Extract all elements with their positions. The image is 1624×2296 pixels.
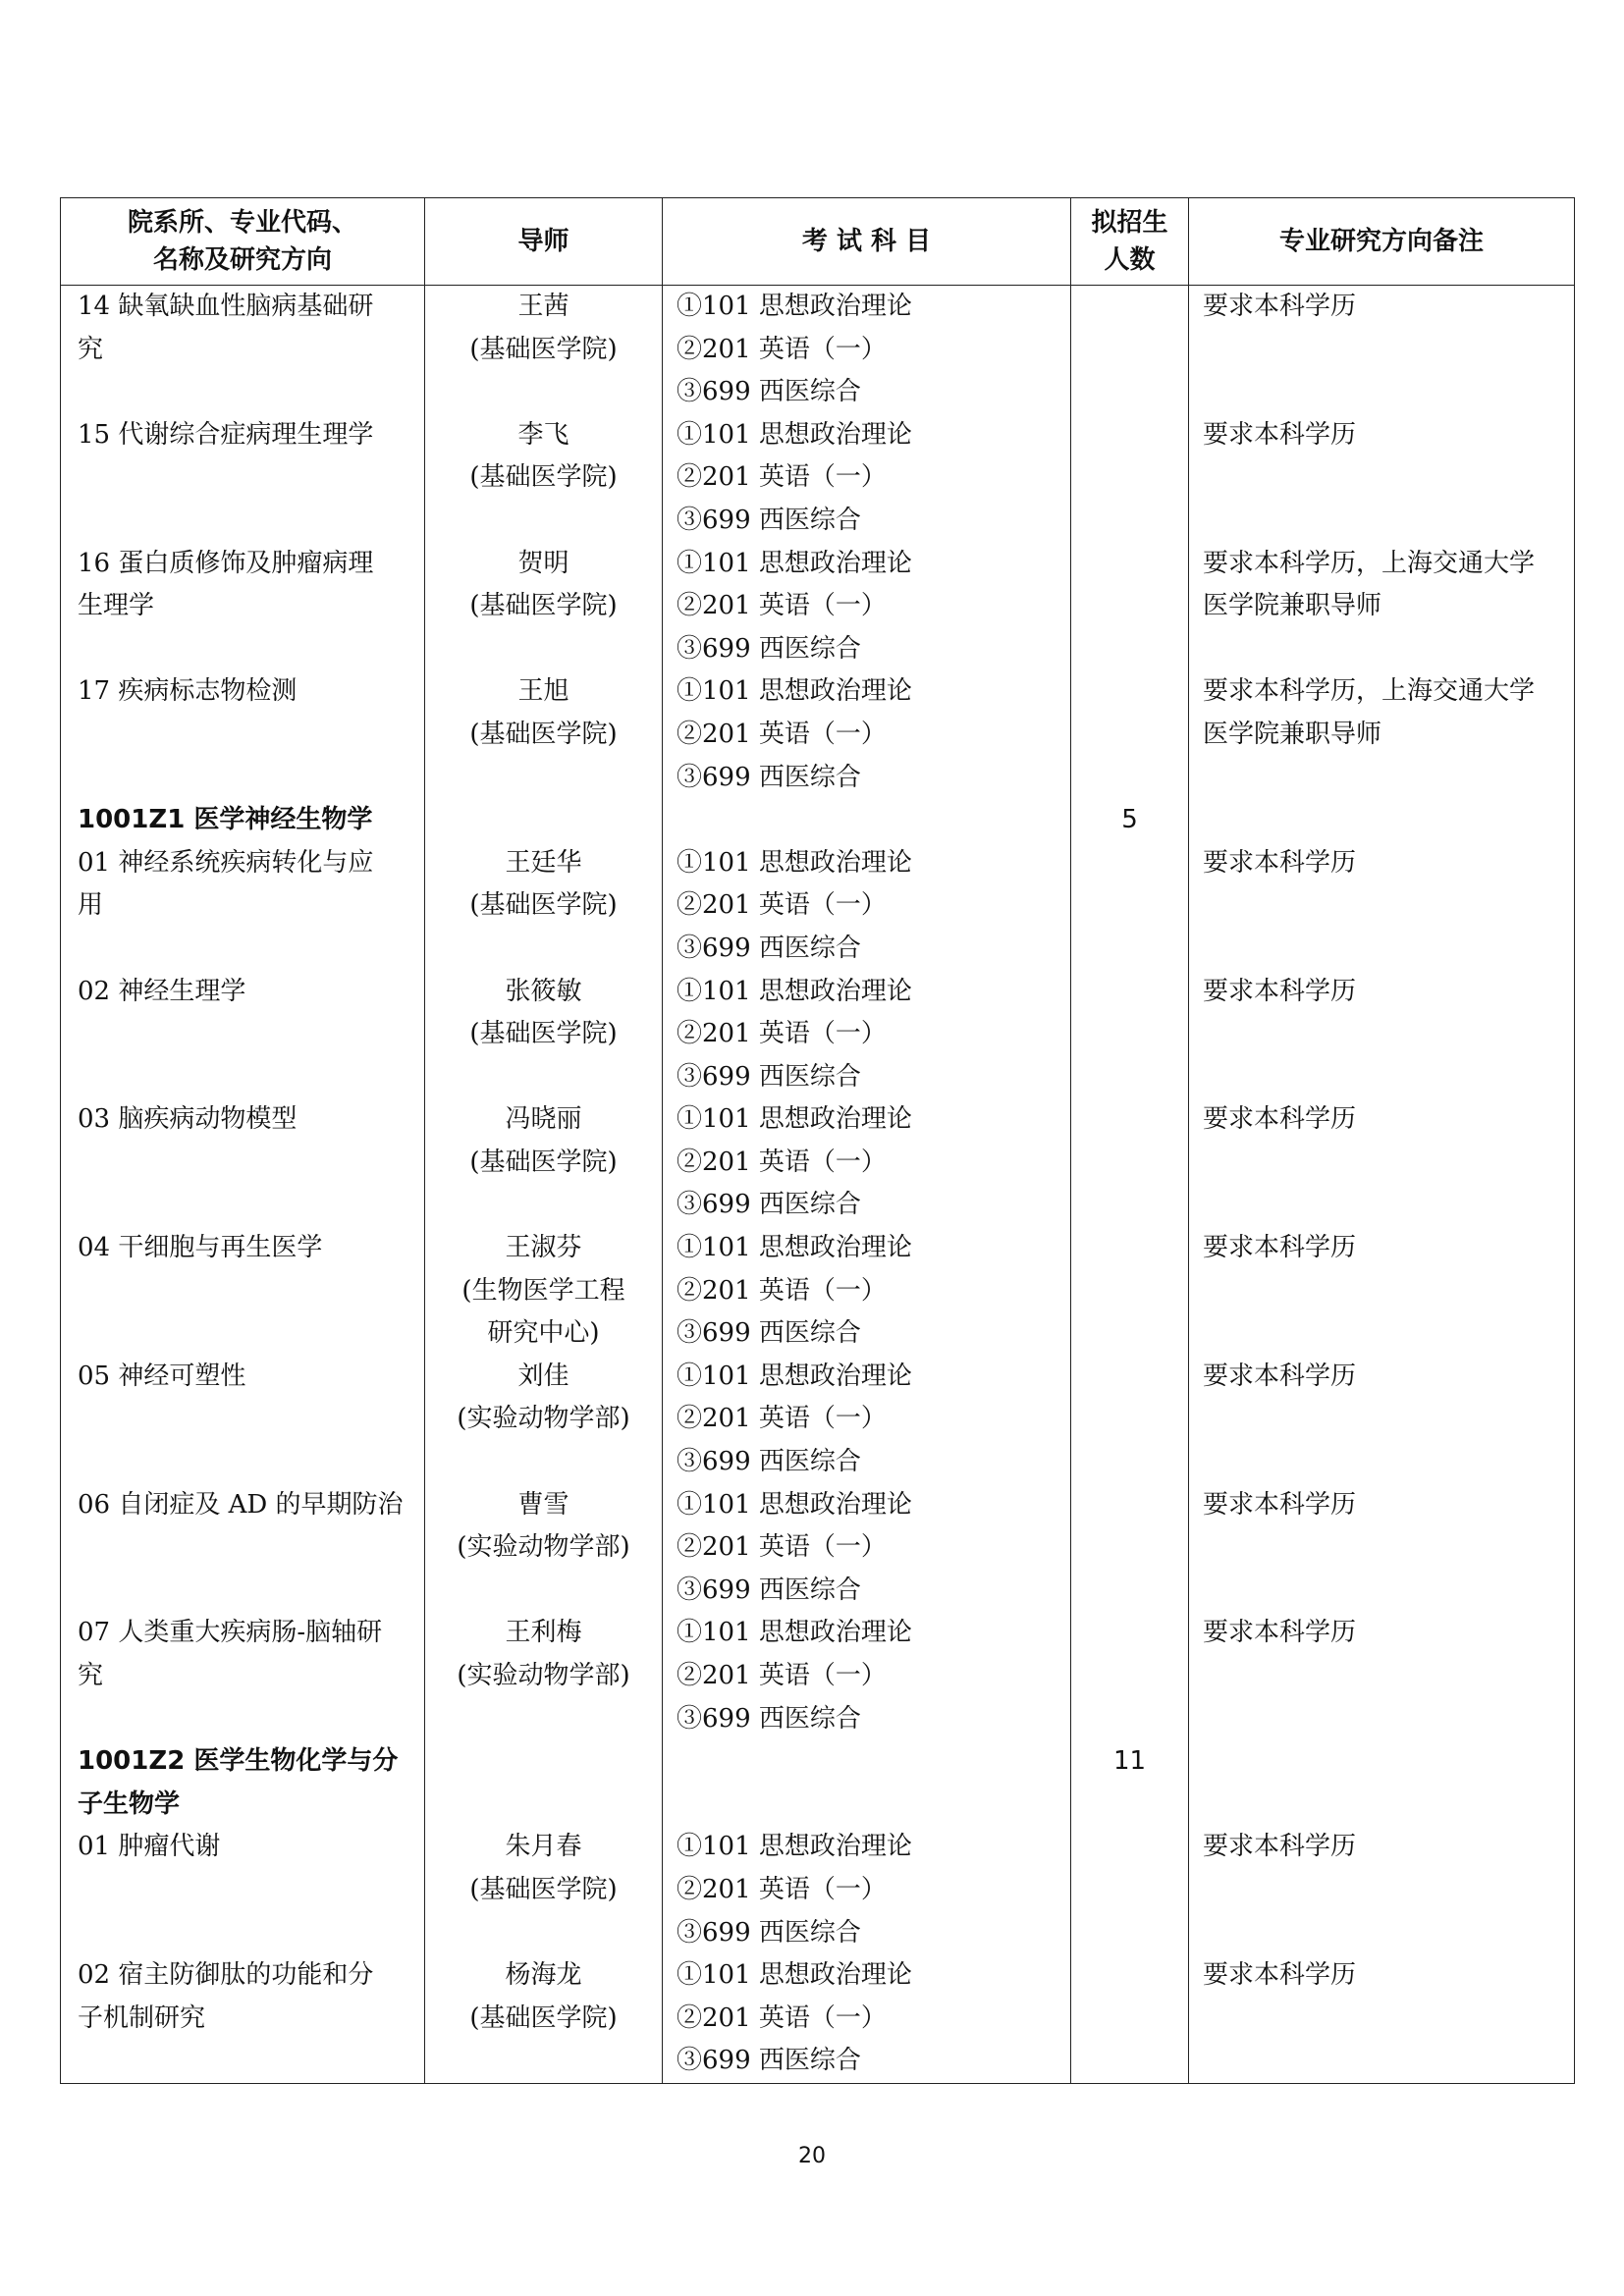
- exam-subject: ①101 思想政治理论: [677, 1960, 912, 1991]
- table-row: 07 人类重大疾病肠-脑轴研 究 王利梅 (实验动物学部) ①101 思想政治理论 ②201 英语（一） ③699 西医综合 要求本科学历: [61, 1612, 1575, 1740]
- direction-name: 03 脑疾病动物模型: [78, 1104, 298, 1135]
- exam-subject: ①101 思想政治理论: [677, 1361, 912, 1391]
- exam-subject: ③699 西医综合: [677, 377, 861, 407]
- direction-name: 14 缺氧缺血性脑病基础研: [78, 292, 374, 321]
- table-header: [61, 198, 1575, 286]
- advisor-name: 王淑芬: [505, 1233, 582, 1263]
- direction-name: 15 代谢综合症病理生理学: [78, 419, 374, 450]
- direction-note: 要求本科学历: [1203, 976, 1357, 1006]
- advisor-unit: (基础医学院): [469, 1147, 618, 1177]
- section-row: 1001Z2 医学生物化学与分 子生物学 11: [61, 1740, 1575, 1826]
- advisor-unit: (实验动物学部): [457, 1404, 630, 1434]
- exam-subject: ①101 思想政治理论: [677, 1832, 912, 1862]
- direction-name: 01 神经系统疾病转化与应: [78, 847, 374, 878]
- advisor-unit: (实验动物学部): [457, 1532, 630, 1563]
- direction-note: 要求本科学历: [1203, 1832, 1357, 1862]
- section-title: 1001Z1 医学神经生物学: [78, 805, 373, 835]
- table-row: [61, 1227, 1575, 1356]
- exam-subject: ②201 英语（一）: [677, 591, 887, 621]
- exam-subject: ①101 思想政治理论: [677, 419, 912, 450]
- exam-subject: ①101 思想政治理论: [677, 1104, 912, 1135]
- exam-subject: ②201 英语（一）: [677, 1532, 887, 1563]
- exam-subject: ③699 西医综合: [677, 1917, 861, 1948]
- header-exam-subjects: 考 试 科 目: [663, 198, 1071, 286]
- exam-subject: ②201 英语（一）: [677, 2002, 887, 2033]
- exam-subject: ②201 英语（一）: [677, 719, 887, 749]
- section-row: [61, 799, 1575, 842]
- direction-note: 要求本科学历: [1203, 419, 1357, 450]
- exam-subject: ②201 英语（一）: [677, 1275, 887, 1306]
- direction-name: 16 蛋白质修饰及肿瘤病理: [78, 548, 374, 578]
- exam-subject: ①101 思想政治理论: [677, 676, 912, 707]
- section-enrollment-count: 5: [1121, 805, 1138, 835]
- advisor-name: 王旭: [517, 676, 569, 707]
- advisor-unit: (基础医学院): [469, 334, 618, 364]
- advisor-unit: (基础医学院): [469, 462, 618, 493]
- exam-subject: ②201 英语（一）: [677, 334, 887, 364]
- exam-subject: ①101 思想政治理论: [677, 976, 912, 1006]
- advisor-name: 刘佳: [517, 1361, 569, 1391]
- advisor-unit: (基础医学院): [469, 1019, 618, 1049]
- advisor-name: 王利梅: [505, 1618, 582, 1648]
- advisor-name: 杨海龙: [505, 1960, 582, 1991]
- exam-subject: ①101 思想政治理论: [677, 548, 912, 578]
- direction-name: 02 宿主防御肽的功能和分: [78, 1960, 374, 1991]
- direction-note: 要求本科学历: [1203, 1104, 1357, 1135]
- enrollment-table: [60, 197, 1575, 2084]
- table-row: 02 宿主防御肽的功能和分 子机制研究 杨海龙 (基础医学院) ①101 思想政治理论 ②201 英语（一） ③699 西医综合 要求本科学历: [61, 1954, 1575, 2083]
- table-row: 14 缺氧缺血性脑病基础研 究 王茜 (基础医学院) ①101 思想政治理论 ②201 英语（一） ③699 西医综合 要求本科学历: [61, 286, 1575, 414]
- advisor-name: 王茜: [517, 292, 569, 321]
- advisor-unit: 研究中心): [487, 1318, 600, 1349]
- exam-subject: ②201 英语（一）: [677, 1404, 887, 1434]
- exam-subject: ①101 思想政治理论: [677, 847, 912, 878]
- table-row: 17 疾病标志物检测 王旭 (基础医学院) ①101 思想政治理论 ②201 英语（一） ③699 西医综合 要求本科学历，上海交通大学 医学院兼职导师: [61, 670, 1575, 799]
- direction-note: 要求本科学历: [1203, 1489, 1357, 1520]
- advisor-unit: (基础医学院): [469, 2002, 618, 2033]
- direction-note: 要求本科学历: [1203, 292, 1357, 321]
- exam-subject: ③699 西医综合: [677, 505, 861, 535]
- table-row: [61, 1484, 1575, 1613]
- advisor-unit: (基础医学院): [469, 719, 618, 749]
- advisor-name: 冯晓丽: [505, 1104, 582, 1135]
- exam-subject: ①101 思想政治理论: [677, 292, 912, 321]
- exam-subject: ③699 西医综合: [677, 933, 861, 963]
- advisor-name: 曹雪: [517, 1489, 569, 1520]
- advisor-unit: (实验动物学部): [457, 1661, 630, 1690]
- exam-subject: ③699 西医综合: [677, 2046, 861, 2076]
- exam-subject: ③699 西医综合: [677, 1061, 861, 1092]
- advisor-name: 朱月春: [505, 1832, 582, 1862]
- advisor-name: 王廷华: [505, 847, 582, 878]
- exam-subject: ③699 西医综合: [677, 1575, 861, 1605]
- direction-note: 要求本科学历: [1203, 1233, 1357, 1263]
- advisor-unit: (基础医学院): [469, 591, 618, 621]
- exam-subject: ③699 西医综合: [677, 1318, 861, 1349]
- exam-subject: ③699 西医综合: [677, 1703, 861, 1734]
- exam-subject: ①101 思想政治理论: [677, 1233, 912, 1263]
- table-row: 16 蛋白质修饰及肿瘤病理 生理学 贺明 (基础医学院) ①101 思想政治理论 ②201 英语（一） ③699 西医综合 要求本科学历，上海交通大学 医学院兼职导师: [61, 543, 1575, 671]
- direction-note: 要求本科学历，上海交通大学: [1203, 548, 1536, 578]
- exam-subject: ②201 英语（一）: [677, 890, 887, 921]
- table-row: 01 神经系统疾病转化与应 用 王廷华 (基础医学院) ①101 思想政治理论 ②201 英语（一） ③699 西医综合 要求本科学历: [61, 842, 1575, 971]
- direction-note: 要求本科学历: [1203, 847, 1357, 878]
- header-notes: 专业研究方向备注: [1189, 198, 1575, 286]
- direction-name: 05 神经可塑性: [78, 1361, 246, 1391]
- direction-name: 06 自闭症及 AD 的早期防治: [78, 1489, 404, 1520]
- direction-note: 要求本科学历: [1203, 1960, 1357, 1991]
- exam-subject: ③699 西医综合: [677, 633, 861, 664]
- header-enrollment-count: 拟招生 人数: [1071, 198, 1189, 286]
- advisor-name: 张筱敏: [505, 976, 582, 1006]
- exam-subject: ②201 英语（一）: [677, 1019, 887, 1049]
- advisor-unit: (生物医学工程: [461, 1275, 625, 1306]
- exam-subject: ②201 英语（一）: [677, 462, 887, 493]
- advisor-name: 李飞: [517, 419, 569, 450]
- table-row: [61, 971, 1575, 1099]
- header-advisor: 导师: [425, 198, 663, 286]
- table-row: [61, 1826, 1575, 1954]
- direction-name: 02 神经生理学: [78, 976, 246, 1006]
- table-body: [61, 286, 1575, 2084]
- direction-name: 04 干细胞与再生医学: [78, 1233, 323, 1263]
- page-number: 20: [798, 2144, 826, 2168]
- table-row: [61, 1098, 1575, 1227]
- exam-subject: ①101 思想政治理论: [677, 1618, 912, 1648]
- table-row: [61, 414, 1575, 543]
- direction-note: 要求本科学历，上海交通大学: [1203, 676, 1536, 707]
- exam-subject: ②201 英语（一）: [677, 1874, 887, 1904]
- header-direction: 院系所、专业代码、 名称及研究方向: [61, 198, 425, 286]
- exam-subject: ③699 西医综合: [677, 762, 861, 792]
- direction-note: 要求本科学历: [1203, 1618, 1357, 1648]
- direction-name: 01 肿瘤代谢: [78, 1832, 221, 1862]
- exam-subject: ③699 西医综合: [677, 1447, 861, 1477]
- section-title: 1001Z2 医学生物化学与分: [78, 1746, 399, 1777]
- exam-subject: ②201 英语（一）: [677, 1661, 887, 1690]
- advisor-unit: (基础医学院): [469, 890, 618, 921]
- direction-name: 17 疾病标志物检测: [78, 676, 298, 707]
- section-enrollment-count: 11: [1112, 1746, 1147, 1777]
- exam-subject: ①101 思想政治理论: [677, 1489, 912, 1520]
- advisor-name: 贺明: [517, 548, 569, 578]
- direction-note: 要求本科学历: [1203, 1361, 1357, 1391]
- exam-subject: ③699 西医综合: [677, 1190, 861, 1220]
- direction-name: 07 人类重大疾病肠-脑轴研: [78, 1618, 383, 1648]
- exam-subject: ②201 英语（一）: [677, 1147, 887, 1177]
- advisor-unit: (基础医学院): [469, 1874, 618, 1904]
- table-row: [61, 1356, 1575, 1484]
